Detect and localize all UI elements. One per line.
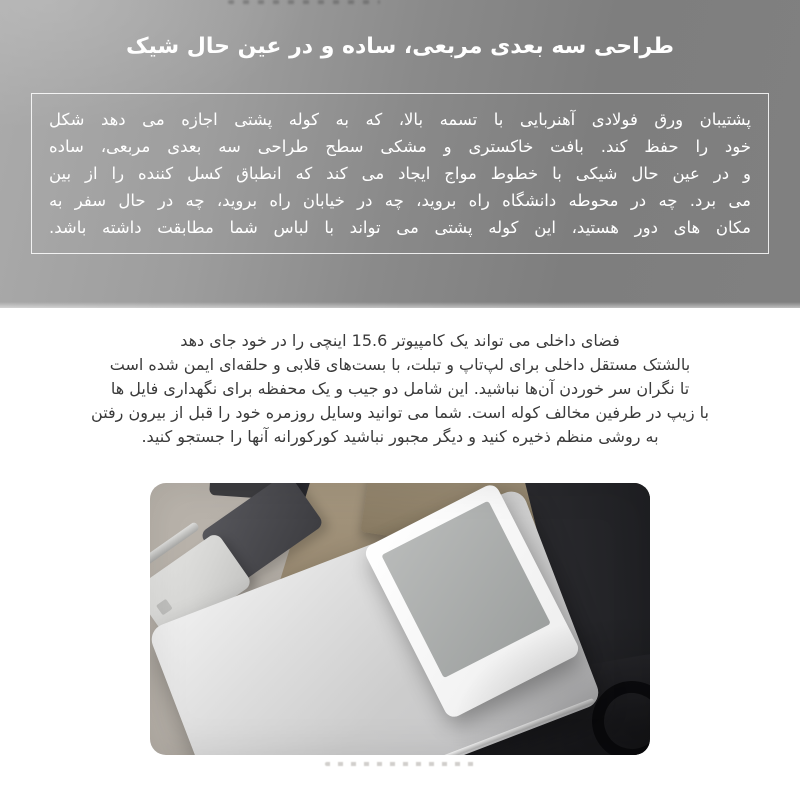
detail-line: به روشی منظم ذخیره کنید و دیگر مجبور نباشید کورکورانه آنها را جستجو کنید. <box>141 427 659 446</box>
details-section <box>0 329 800 449</box>
cropped-text-remnant-top <box>228 0 380 4</box>
detail-line: تا نگران سر خوردن آن‌ها نباشید. این شامل دو جیب و یک محفظه برای نگهداری فایل ها <box>110 379 690 398</box>
mi-logo <box>156 599 173 616</box>
hero-section <box>0 0 800 308</box>
hero-title: طراحی سه بعدی مربعی، ساده و در عین حال شیک <box>125 34 675 59</box>
hero-description-line: و در عین حال شیکی با خطوط مواج ایجاد می کند که انطباق کسل کننده را از بین <box>49 164 751 183</box>
detail-line: فضای داخلی می تواند یک کامپیوتر 15.6 اینچی را در خود جای دهد <box>180 331 620 350</box>
detail-line: بالشتک مستقل داخلی برای لپ‌تاپ و تبلت، با بست‌های قلابی و حلقه‌ای ایمن شده است <box>109 355 691 374</box>
product-photo <box>150 483 650 755</box>
hero-description-line: می برد. چه در محوطه دانشگاه راه بروید، چه در خیابان راه بروید، چه در حال سفر به <box>49 191 751 210</box>
hero-description-line: خود را حفظ کند. بافت خاکستری و مشکی سطح طراحی سه بعدی مربعی، ساده <box>49 137 751 156</box>
detail-line: با زیپ در طرفین مخالف کوله است. شما می توانید وسایل روزمره خود را قبل از بیرون رفتن <box>91 403 709 422</box>
hero-description-line: پشتیبان ورق فولادی آهنربایی با تسمه بالا، که به کوله پشتی اجازه می دهد شکل <box>49 110 751 129</box>
hero-description-line: مکان های دور هستید، این کوله پشتی می تواند با لباس شما مطابقت داشته باشد. <box>49 218 751 237</box>
cropped-text-remnant-bottom <box>325 762 475 766</box>
hero-description-box <box>31 93 769 254</box>
